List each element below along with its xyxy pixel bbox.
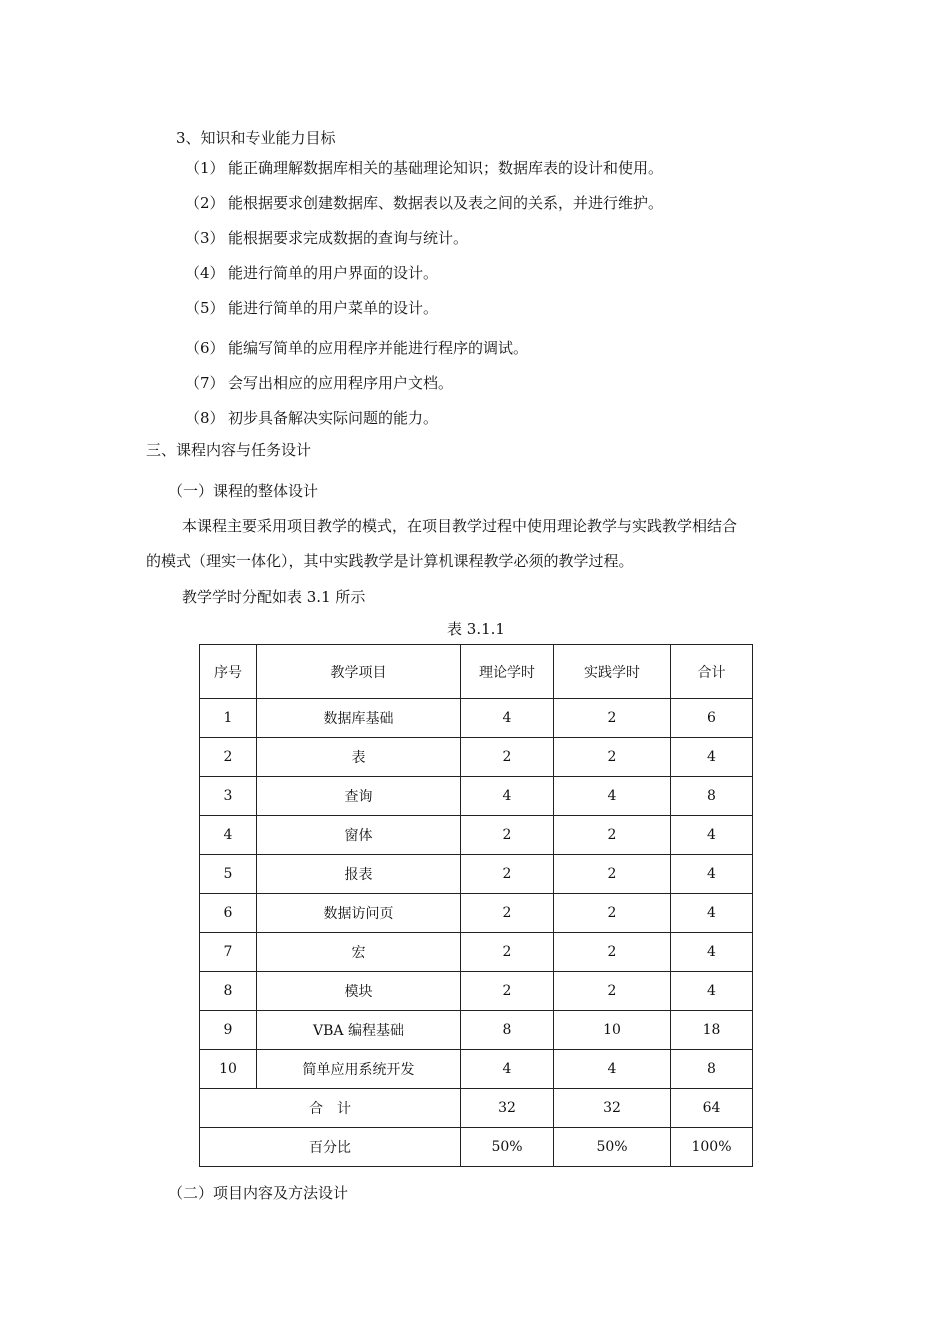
cell-theory: 4 [461,777,554,816]
cell-project: 表 [257,738,461,777]
cell-total: 4 [671,855,753,894]
cell-total: 4 [671,894,753,933]
cell-project: 模块 [257,972,461,1011]
total-sum: 64 [671,1089,753,1128]
cell-index: 5 [200,855,257,894]
goal-item [185,263,438,283]
cell-theory: 4 [461,1050,554,1089]
table-row [200,972,753,1011]
goal-item [185,193,663,213]
hours-intro: 教学学时分配如表 3.1 所示 [182,588,366,606]
cell-total: 4 [671,933,753,972]
goal-number: （3） [185,229,225,247]
cell-theory: 4 [461,699,554,738]
cell-theory: 2 [461,816,554,855]
cell-project: 数据访问页 [257,894,461,933]
hours-table [199,644,753,1167]
cell-practice: 2 [554,816,671,855]
goal-text: 能进行简单的用户界面的设计。 [228,264,439,282]
goal-text: 能编写简单的应用程序并能进行程序的调试。 [228,339,529,357]
total-practice: 32 [554,1089,671,1128]
cell-project: 简单应用系统开发 [257,1050,461,1089]
cell-total: 6 [671,699,753,738]
goal-item [185,158,663,178]
table-row [200,933,753,972]
cell-project: 窗体 [257,816,461,855]
cell-index: 8 [200,972,257,1011]
table-row [200,894,753,933]
table-percent-row [200,1128,753,1167]
goal-text: 能根据要求完成数据的查询与统计。 [228,229,469,247]
cell-index: 7 [200,933,257,972]
table-row [200,738,753,777]
percent-label: 百分比 [200,1128,461,1167]
table-row [200,777,753,816]
table-row [200,1050,753,1089]
cell-theory: 2 [461,855,554,894]
cell-practice: 4 [554,1050,671,1089]
cell-practice: 2 [554,738,671,777]
total-theory: 32 [461,1089,554,1128]
goal-item [185,408,438,428]
table-row [200,699,753,738]
table-total-row [200,1089,753,1128]
cell-index: 9 [200,1011,257,1050]
goal-number: （6） [185,339,225,357]
goal-item [185,228,468,248]
cell-theory: 2 [461,894,554,933]
goal-number: （1） [185,159,225,177]
total-label: 合 计 [200,1089,461,1128]
table-row [200,855,753,894]
cell-project: VBA 编程基础 [257,1011,461,1050]
table-caption: 表 3.1.1 [447,620,505,638]
cell-total: 18 [671,1011,753,1050]
goal-text: 能正确理解数据库相关的基础理论知识；数据库表的设计和使用。 [228,159,664,177]
cell-index: 2 [200,738,257,777]
cell-total: 4 [671,816,753,855]
cell-theory: 8 [461,1011,554,1050]
header-practice-hours: 实践学时 [554,645,671,699]
cell-index: 3 [200,777,257,816]
header-theory-hours: 理论学时 [461,645,554,699]
cell-practice: 2 [554,972,671,1011]
cell-practice: 2 [554,699,671,738]
table-row [200,816,753,855]
goal-text: 能根据要求创建数据库、数据表以及表之间的关系，并进行维护。 [228,194,664,212]
goal-item [185,298,438,318]
cell-theory: 2 [461,933,554,972]
goal-number: （5） [185,299,225,317]
cell-practice: 2 [554,894,671,933]
cell-total: 8 [671,777,753,816]
cell-index: 4 [200,816,257,855]
goal-number: （2） [185,194,225,212]
cell-index: 1 [200,699,257,738]
cell-total: 4 [671,972,753,1011]
goal-text: 会写出相应的应用程序用户文档。 [228,374,454,392]
cell-theory: 2 [461,972,554,1011]
cell-index: 10 [200,1050,257,1089]
table-header-row [200,645,753,699]
goal-text: 初步具备解决实际问题的能力。 [228,409,439,427]
paragraph-line: 本课程主要采用项目教学的模式，在项目教学过程中使用理论教学与实践教学相结合 [182,517,738,535]
cell-total: 8 [671,1050,753,1089]
cell-practice: 4 [554,777,671,816]
percent-practice: 50% [554,1128,671,1167]
subsection-heading-overall-design: （一）课程的整体设计 [168,482,319,500]
subsection-heading-project-content: （二）项目内容及方法设计 [168,1184,349,1202]
cell-project: 数据库基础 [257,699,461,738]
percent-sum: 100% [671,1128,753,1167]
cell-practice: 2 [554,855,671,894]
goal-number: （7） [185,374,225,392]
header-index: 序号 [200,645,257,699]
goal-text: 能进行简单的用户菜单的设计。 [228,299,439,317]
cell-practice: 10 [554,1011,671,1050]
paragraph-line: 的模式（理实一体化），其中实践教学是计算机课程教学必须的教学过程。 [146,552,634,570]
cell-practice: 2 [554,933,671,972]
cell-project: 报表 [257,855,461,894]
goal-item [185,373,453,393]
cell-total: 4 [671,738,753,777]
goal-number: （8） [185,409,225,427]
table-row [200,1011,753,1050]
goal-number: （4） [185,264,225,282]
header-total: 合计 [671,645,753,699]
cell-theory: 2 [461,738,554,777]
cell-index: 6 [200,894,257,933]
cell-project: 宏 [257,933,461,972]
goal-item [185,338,528,358]
header-project: 教学项目 [257,645,461,699]
chapter-heading: 三、课程内容与任务设计 [146,441,312,459]
cell-project: 查询 [257,777,461,816]
percent-theory: 50% [461,1128,554,1167]
section-heading-goals: 3、知识和专业能力目标 [176,129,336,147]
